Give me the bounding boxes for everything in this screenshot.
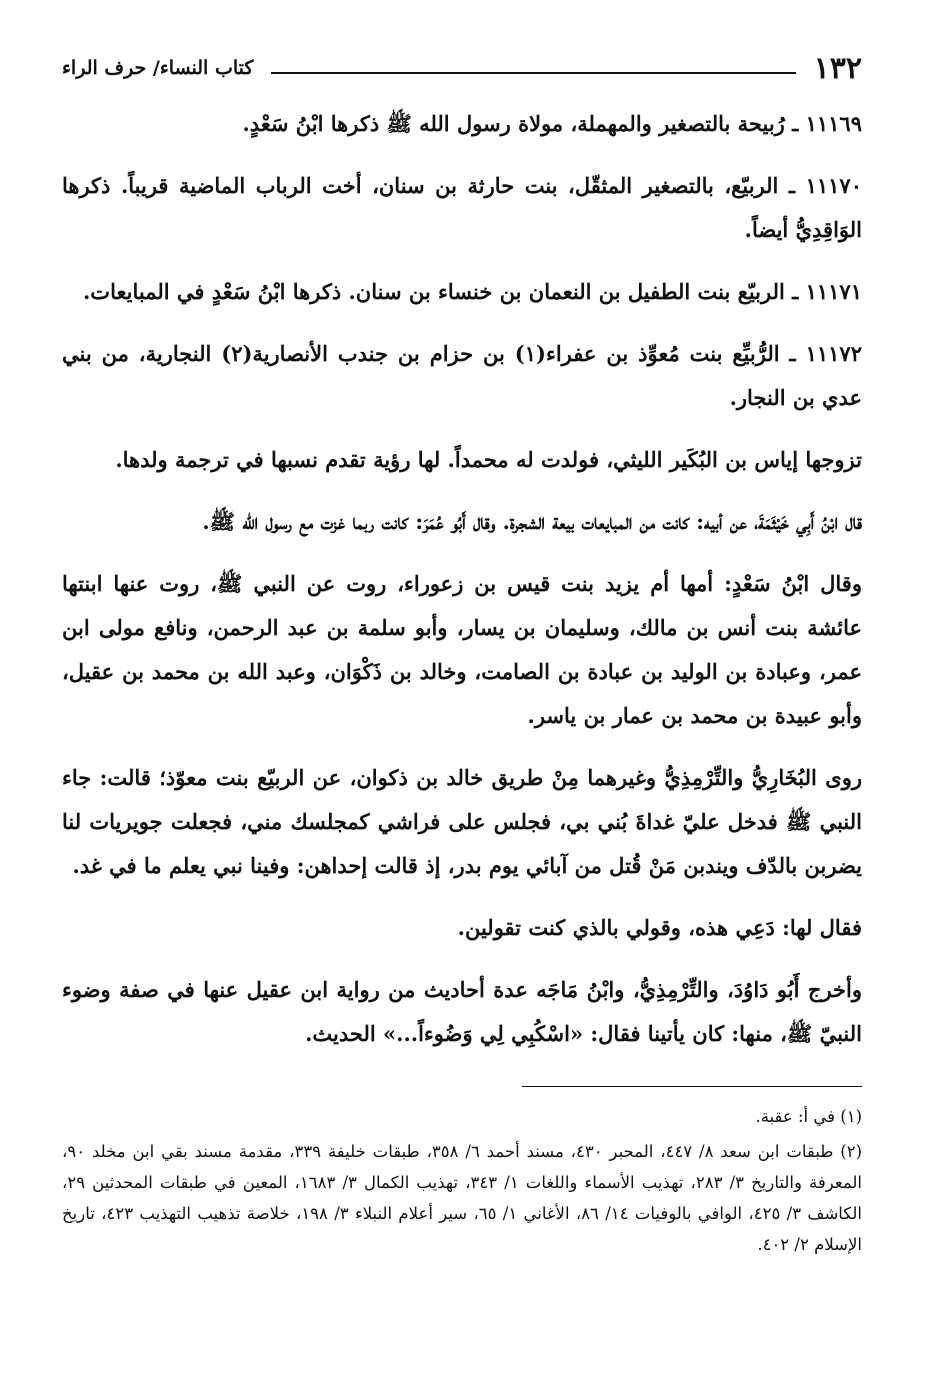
paragraph: تزوجها إياس بن البُكَير الليثي، فولدت له محمداً. لها رؤية تقدم نسبها في ترجمة ولدها. — [115, 447, 862, 472]
entry-11170: ١١١٧٠ ـ الربيّع، بالتصغير المثقّل، بنت حارثة بن سنان، أخت الرباب الماضية قريباً. ذكرها الوَاقِدِيُّ أيضاً. — [62, 173, 862, 242]
footnote-2: (٢) طبقات ابن سعد ٨/ ٤٤٧، المحبر ٤٣٠، مسند أحمد ٦/ ٣٥٨، طبقات خليفة ٣٣٩، مقدمة مسند بقي ابن مخلد ٩٠، المعرفة والتاريخ ٣/ ٢٨٣، تهذيب الأسماء واللغات ١/ ٣٤٣، تهذيب الكمال ٣/ ١٦٨٣، المعين في طبقات المحدثين ٢٩، الكاشف ٣/ ٤٢٥، الوافي بالوفيات ١٤/ ٨٦، الأغاني ١/ ٦٥، سير أعلام النبلاء ٣/ ١٩٨، خلاصة تذهيب التهذيب ٤٢٣، تاريخ الإسلام ٢/ ٤٠٢. — [62, 1142, 863, 1254]
entry-11172: ١١١٧٢ ـ الرُّبيِّع بنت مُعوِّذ بن عفراء(١) بن حزام بن جندب الأنصارية(٢) النجارية، من بني عدي بن النجار. — [62, 341, 862, 410]
paragraph: فقال لها: دَعِي هذه، وقولي بالذي كنت تقولين. — [457, 915, 862, 940]
paragraph: روى البُخَارِيُّ والتِّرْمِذِيُّ وغيرهما مِنْ طريق خالد بن ذكوان، عن الربيّع بنت معوّذ؛ قالت: جاء النبي ﷺ فدخل عليّ غداةَ بُني بي، فجلس على فراشي كمجلسك مني، فجعلت جويريات لنا يضربن بالدّف ويندبن مَنْ قُتل من آبائي يوم بدر، إذ قالت إحداهن: وفينا نبي يعلم ما في غد. — [62, 765, 862, 878]
page-header — [62, 46, 862, 90]
entry-11169: ١١١٦٩ ـ رُبيحة بالتصغير والمهملة، مولاة رسول الله ﷺ ذكرها ابْنُ سَعْدٍ. — [242, 111, 862, 136]
book-page — [62, 46, 862, 1356]
footnotes-section — [62, 1101, 862, 1260]
running-title: كتاب النساء/ حرف الراء — [62, 57, 254, 79]
entry-11171: ١١١٧١ ـ الربيّع بنت الطفيل بن النعمان بن خنساء بن سنان. ذكرها ابْنُ سَعْدٍ في المبايعات. — [83, 279, 862, 304]
page-number: ١٣٢ — [813, 50, 862, 86]
header-rule — [271, 72, 795, 74]
paragraph: وأخرج أَبُو دَاوُدَ، والتِّرْمِذِيُّ، وابْنُ مَاجَه عدة أحاديث من رواية ابن عقيل عنها في صفة وضوء النبيّ ﷺ، منها: كان يأتينا فقال: «اسْكُبِي لِي وَضُوءاً...» الحديث. — [62, 977, 862, 1046]
footnote-1: (١) في أ: عقبة. — [755, 1107, 862, 1126]
footnote-divider — [522, 1086, 862, 1087]
entries-section — [62, 102, 862, 1056]
paragraph: قال ابْنُ أَبِي خَيْثَمَةَ، عن أبيه: كانت من المبايعات بيعة الشجرة. وقال أَبُو عُمَرَ: كانت ربما غزت مع رسول الله ﷺ. — [202, 509, 862, 534]
paragraph: وقال ابْنُ سَعْدٍ: أمها أم يزيد بنت قيس بن زعوراء، روت عن النبي ﷺ، روت عنها ابنتها عائشة بنت أنس بن مالك، وسليمان بن يسار، وأبو سلمة بن عبد الرحمن، ونافع مولى ابن عمر، وعبادة بن الوليد بن عبادة بن الصامت، وخالد بن ذَكْوَان، وعبد الله بن محمد بن عقيل، وأبو عبيدة بن محمد بن عمار بن ياسر. — [62, 571, 862, 728]
